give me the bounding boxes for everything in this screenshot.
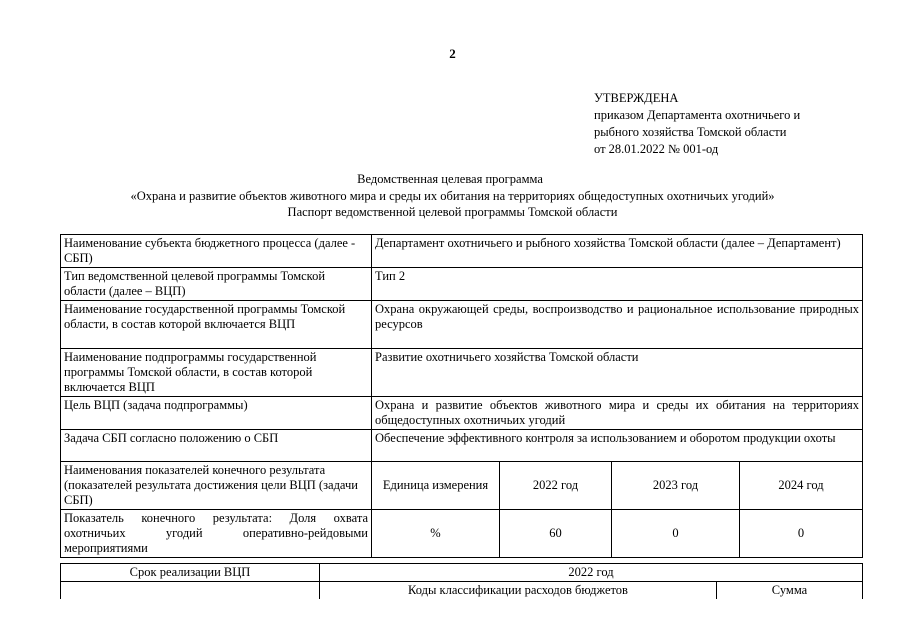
- approval-line-4: от 28.01.2022 № 001-од: [594, 142, 719, 156]
- row-label: Наименование государственной программы Томской области, в состав которой включается ВЦП: [61, 301, 372, 349]
- indicator-header-label: Наименования показателей конечного результата (показателей результата достижения цели ВЦП (задачи СБП): [61, 462, 372, 510]
- row-label: Цель ВЦП (задача подпрограммы): [61, 397, 372, 430]
- codes-label: Коды классификации расходов бюджетов: [320, 582, 717, 600]
- passport-title: Паспорт ведомственной целевой программы Томской области: [287, 205, 618, 219]
- row-label: Наименование подпрограммы государственной программы Томской области, в состав которой включается ВЦП: [61, 349, 372, 397]
- indicator-header-row: [61, 462, 863, 510]
- approval-stamp: [594, 90, 800, 158]
- unit-header: Единица измерения: [372, 462, 500, 510]
- indicator-value-2023: 0: [612, 510, 740, 558]
- term-label: Срок реализации ВЦП: [61, 564, 320, 582]
- table-row: [61, 301, 863, 349]
- approval-line-1: УТВЕРЖДЕНА: [594, 91, 679, 105]
- codes-row: [61, 582, 863, 600]
- approval-line-2: приказом Департамента охотничьего и: [594, 108, 801, 122]
- passport-table: [60, 234, 863, 558]
- row-label: Тип ведомственной целевой программы Томской области (далее – ВЦП): [61, 268, 372, 301]
- table-row: [61, 268, 863, 301]
- indicator-value-2024: 0: [740, 510, 863, 558]
- year-header-2023: 2023 год: [612, 462, 740, 510]
- approval-line-3: рыбного хозяйства Томской области: [594, 125, 787, 139]
- term-table: [60, 563, 863, 599]
- row-value: Департамент охотничьего и рыбного хозяйства Томской области (далее – Департамент): [372, 235, 863, 268]
- row-value: Развитие охотничьего хозяйства Томской области: [372, 349, 863, 397]
- row-label: Задача СБП согласно положению о СБП: [61, 430, 372, 462]
- document-titles: [0, 171, 905, 221]
- indicator-label: Показатель конечного результата: Доля охвата охотничьих угодий оперативно-рейдовыми мероприятиями: [61, 510, 372, 558]
- table-row: [61, 349, 863, 397]
- term-row: [61, 564, 863, 582]
- table-row: [61, 430, 863, 462]
- program-type-title: Ведомственная целевая программа: [357, 172, 543, 186]
- year-header-2024: 2024 год: [740, 462, 863, 510]
- table-row: [61, 397, 863, 430]
- table-row: [61, 235, 863, 268]
- row-value: Обеспечение эффективного контроля за использованием и оборотом продукции охоты: [372, 430, 863, 462]
- indicator-value-2022: 60: [500, 510, 612, 558]
- sum-label: Сумма: [717, 582, 863, 600]
- indicator-row: [61, 510, 863, 558]
- codes-empty-cell: [61, 582, 320, 600]
- row-label: Наименование субъекта бюджетного процесса (далее - СБП): [61, 235, 372, 268]
- year-header-2022: 2022 год: [500, 462, 612, 510]
- indicator-unit: %: [372, 510, 500, 558]
- term-value: 2022 год: [320, 564, 863, 582]
- row-value: Охрана окружающей среды, воспроизводство и рациональное использование природных ресурсов: [372, 301, 863, 349]
- program-name-title: «Охрана и развитие объектов животного мира и среды их обитания на территориях общедоступных охотничьих угодий»: [130, 188, 775, 203]
- row-value: Охрана и развитие объектов животного мира и среды их обитания на территориях общедоступных охотничьих угодий: [372, 397, 863, 430]
- row-value: Тип 2: [372, 268, 863, 301]
- page-number: 2: [449, 46, 456, 61]
